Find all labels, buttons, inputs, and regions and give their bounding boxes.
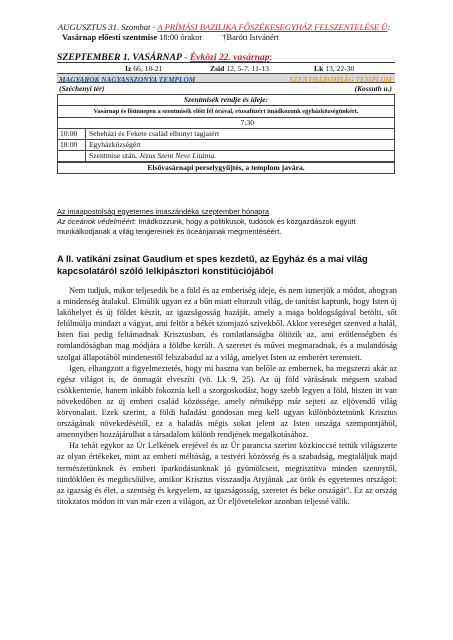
colon: : — [269, 52, 273, 63]
litany-name: Jézus Szent Neve Litánia. — [138, 151, 217, 160]
churches-band — [57, 73, 395, 83]
readings-line — [57, 63, 395, 73]
intention-text: Imádkozzunk, hogy a politikusok, tudósok és közgazdászok együtt munkálkodjanak a világ tengereinek és óceánjainak megmentéséért. — [57, 217, 356, 237]
liturgical-day: Évközi 22. vasárnap — [189, 52, 270, 63]
intention-label: Az óceánok védelméért: — [57, 217, 137, 226]
article-paragraph: Nem tudjuk, mikor teljesedik be a föld és az emberiség ideje, és nem ismerjük a módot, ahogyan a mindenség átalakul. Elmúlik ugyan ez a bűn miatt eltorzult világ, de tanítást kaptunk, hogy Isten új lakóhelyet és új földet készít, az igazságosság hazáját, amely a maga boldogságával betölti, sőt felülmúlja mindazt a vágyat, ami feltör a békét szomjazó szívekből. Akkor vereséget szenved a halál, Isten fiai pedig feltámadnak Krisztusban, és romlatlanságba öltözik az, ami erőtlenségben és romlandóságban mag módjára a földbe került. A szeretet és művei megmaradnak, és a mulandóság szolgai állapotából mindenestől felszabadul az a világ, amelyet Isten az emberért teremtett. — [57, 286, 397, 362]
separator: - — [181, 52, 190, 63]
litany-prefix: Szentmise után, — [89, 151, 139, 160]
reading-second — [210, 64, 269, 73]
church-left-name: MAGYAROK NAGYASSZONYA TEMPLOM — [59, 75, 196, 84]
mass-intention — [86, 151, 394, 161]
collection-notice: Elsővasárnapi perselygyűjtés, a templom javára. — [58, 162, 394, 173]
colon: : — [387, 22, 391, 32]
rosary-note: Vasárnap és főünnepen a szentmisék előtt fél órával, rózsafüzért imádkozunk egyházközségünkért. — [58, 106, 394, 118]
dash: - — [150, 22, 158, 32]
vigil-label: Vasárnap előesti szentmise — [62, 33, 158, 42]
reading-first-ref: 66, 18-21 — [133, 64, 163, 73]
mass-intention: Sebeházi és Fekete család elhunyt tagjaiért — [89, 129, 220, 138]
church-right-place: (Kossuth u.) — [354, 84, 392, 93]
sunday-heading — [57, 52, 395, 63]
reading-second-ref: 12, 5-7. 11-13 — [226, 64, 270, 73]
reading-first — [125, 64, 162, 73]
churches-places — [57, 83, 395, 93]
apostolate-heading: Az imaapostolság egyetemes imaszándéka szeptember hónapra — [57, 207, 269, 216]
sunday-date: SZEPTEMBER 1. VASÁRNAP — [57, 52, 182, 63]
reading-second-label: Zsid — [210, 64, 225, 73]
prayer-intention — [57, 217, 395, 238]
mass-time: 18:00 — [58, 140, 86, 150]
table-row — [58, 140, 394, 151]
schedule-title: Szentmisék rendje és ideje: — [58, 95, 394, 106]
vigil-line — [62, 33, 279, 42]
saturday-date: AUGUSZTUS 31. Szombat — [58, 22, 151, 32]
table-row — [58, 129, 394, 140]
mass-time: 10:00 — [58, 129, 86, 139]
reading-gospel — [314, 64, 354, 73]
article-paragraph: Igen, elhangzott a figyelmeztetés, hogy mi haszna van belőle az embernek, ha megszerzi akár az egész világot is, de önmagát elveszíti (vö. Lk 9, 25). Az új föld várásának mégsem szabad csökkentenie, hanem inkább fokoznia kell a szorgoskodást, hogy szebb legyen a föld, hiszen itt van növekedőben az új emberi család közössége, amely némiképp már sejteti az eljövendő világ körvonalait. Ezek szerint, a földi haladást gondosan meg kell ugyan különböztetnünk Krisztus országának növekedésétől, ez a haladás mégis sokat jelent az Isten országa szempontjából, amennyiben hozzájárulhat a társadalom különb rendjének megalkotásához. — [57, 363, 397, 440]
church-left-place: (Széchenyi tér) — [59, 84, 105, 93]
article-title: A II. vatikáni zsinat Gaudium et spes kezdetű, az Egyház és a mai világ kapcsolatáról szóló lelkipásztori konstitúciójából — [57, 254, 368, 277]
saturday-line — [58, 22, 390, 32]
reading-gospel-label: Lk — [314, 64, 324, 73]
mass-time — [58, 151, 86, 161]
article-body — [57, 285, 397, 507]
mass-intention: Egyházközségért — [89, 140, 141, 149]
basilica-event: A PRÍMÁSI BAZILIKA FŐSZÉKESEGYHÁZ FELSZENTELÉSE Ü — [157, 22, 388, 32]
article-paragraph: Ha tehát egykor az Úr Lelkének erejével és az Úr parancsa szerint közkinccsé tettük világszerte az olyan értékeket, mint az emberi méltóság, a testvéri közösség és a szabadság, megtaláljuk majd természetünknek és emberi iparkodásunknak jó gyümölcseit, megtisztítva minden szennytől, tündöklően és megdicsőülve, amikor Krisztus visszaadja Atyjának „az örök és egyetemes országot: az igazság és élet, a szentség és kegyelem, az igazságosság, szeretet és béke országát". Ez az ország titokzatos módon itt van már ezen a világon, az Úr eljövetelekor azonban teljessé válik. — [57, 441, 397, 506]
table-row — [58, 151, 394, 162]
vigil-intention: †Baróti Istvánért — [222, 33, 279, 42]
mass-schedule-table — [57, 94, 395, 174]
reading-gospel-ref: 13, 22-30 — [325, 64, 355, 73]
reading-first-label: Iz — [125, 64, 132, 73]
vigil-time: 18:00 órakor — [159, 33, 203, 42]
first-mass-time: 7:30 — [58, 118, 394, 129]
church-right-name: SZENTHÁROMSÁG TEMPLOM — [289, 75, 392, 84]
